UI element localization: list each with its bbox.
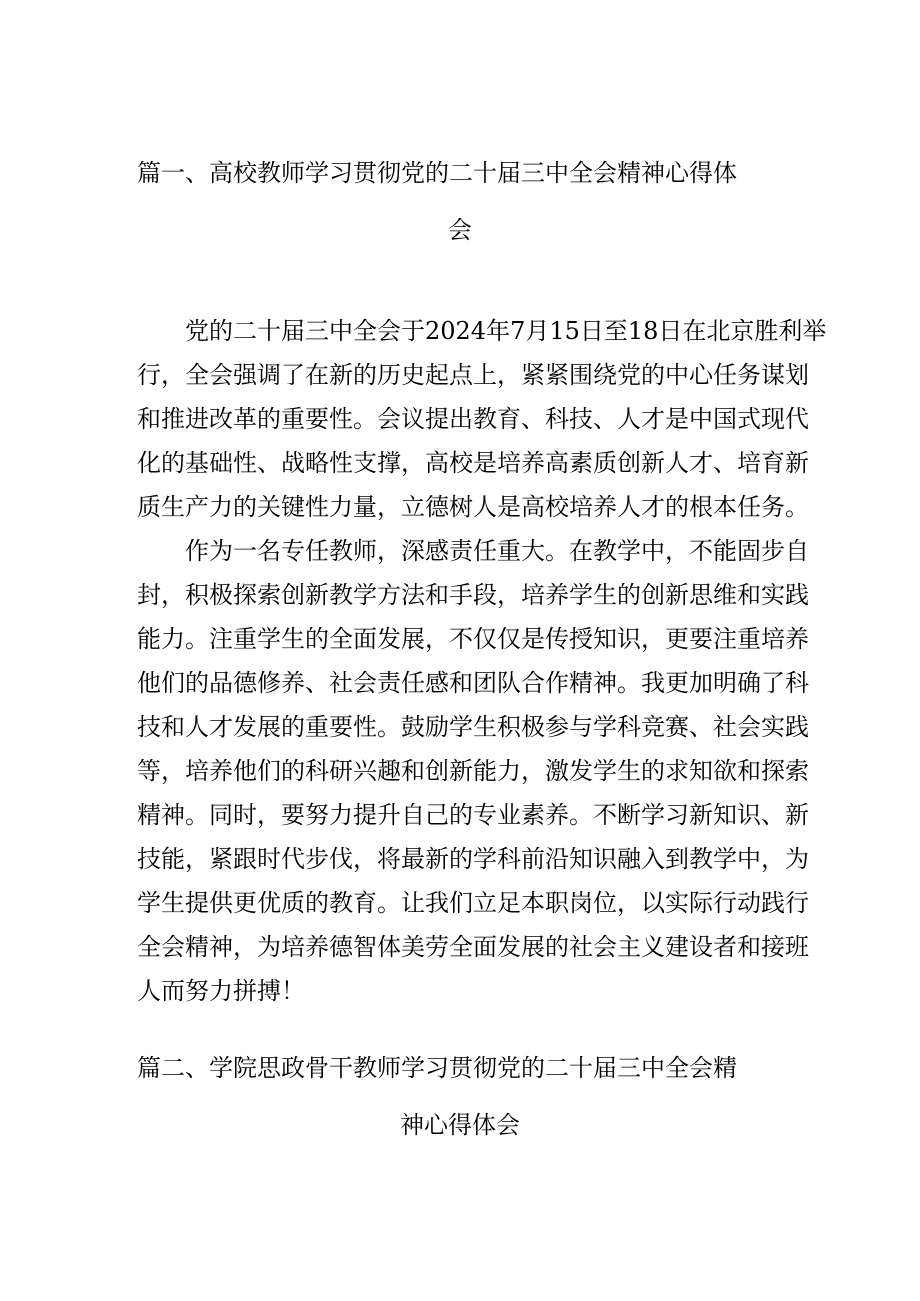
para2-line: 等，培养他们的科研兴趣和创新能力，激发学生的求知欲和探索 xyxy=(137,757,809,785)
para2-line: 学生提供更优质的教育。让我们立足本职岗位，以实际行动践行 xyxy=(137,889,809,917)
section2-title-line2: 神心得体会 xyxy=(400,1111,520,1139)
section1-title-line1: 篇一、高校教师学习贯彻党的二十届三中全会精神心得体 xyxy=(137,159,737,187)
para1-line: 党的二十届三中全会于2024年7月15日至18日在北京胜利举 xyxy=(185,317,827,345)
para2-line: 技和人才发展的重要性。鼓励学生积极参与学科竞赛、社会实践 xyxy=(137,713,809,741)
para1-line: 和推进改革的重要性。会议提出教育、科技、人才是中国式现代 xyxy=(137,405,809,433)
para2-line: 精神。同时，要努力提升自己的专业素养。不断学习新知识、新 xyxy=(137,801,809,829)
para2-line: 能力。注重学生的全面发展，不仅仅是传授知识，更要注重培养 xyxy=(137,625,809,653)
section2-title-line1: 篇二、学院思政骨干教师学习贯彻党的二十届三中全会精 xyxy=(137,1054,737,1082)
para2-line: 人而努力拼搏！ xyxy=(137,977,305,1005)
para2-line: 封，积极探索创新教学方法和手段，培养学生的创新思维和实践 xyxy=(137,581,809,609)
para1-line: 质生产力的关键性力量，立德树人是高校培养人才的根本任务。 xyxy=(137,493,809,521)
para2-line: 他们的品德修养、社会责任感和团队合作精神。我更加明确了科 xyxy=(137,669,809,697)
para1-line: 化的基础性、战略性支撑，高校是培养高素质创新人才、培育新 xyxy=(137,449,809,477)
para2-line: 技能，紧跟时代步伐，将最新的学科前沿知识融入到教学中，为 xyxy=(137,845,809,873)
para2-line: 全会精神，为培养德智体美劳全面发展的社会主义建设者和接班 xyxy=(137,933,809,961)
para2-line: 作为一名专任教师，深感责任重大。在教学中，不能固步自 xyxy=(185,537,809,565)
para1-line: 行，全会强调了在新的历史起点上，紧紧围绕党的中心任务谋划 xyxy=(137,361,809,389)
section1-title-line2: 会 xyxy=(448,216,472,244)
